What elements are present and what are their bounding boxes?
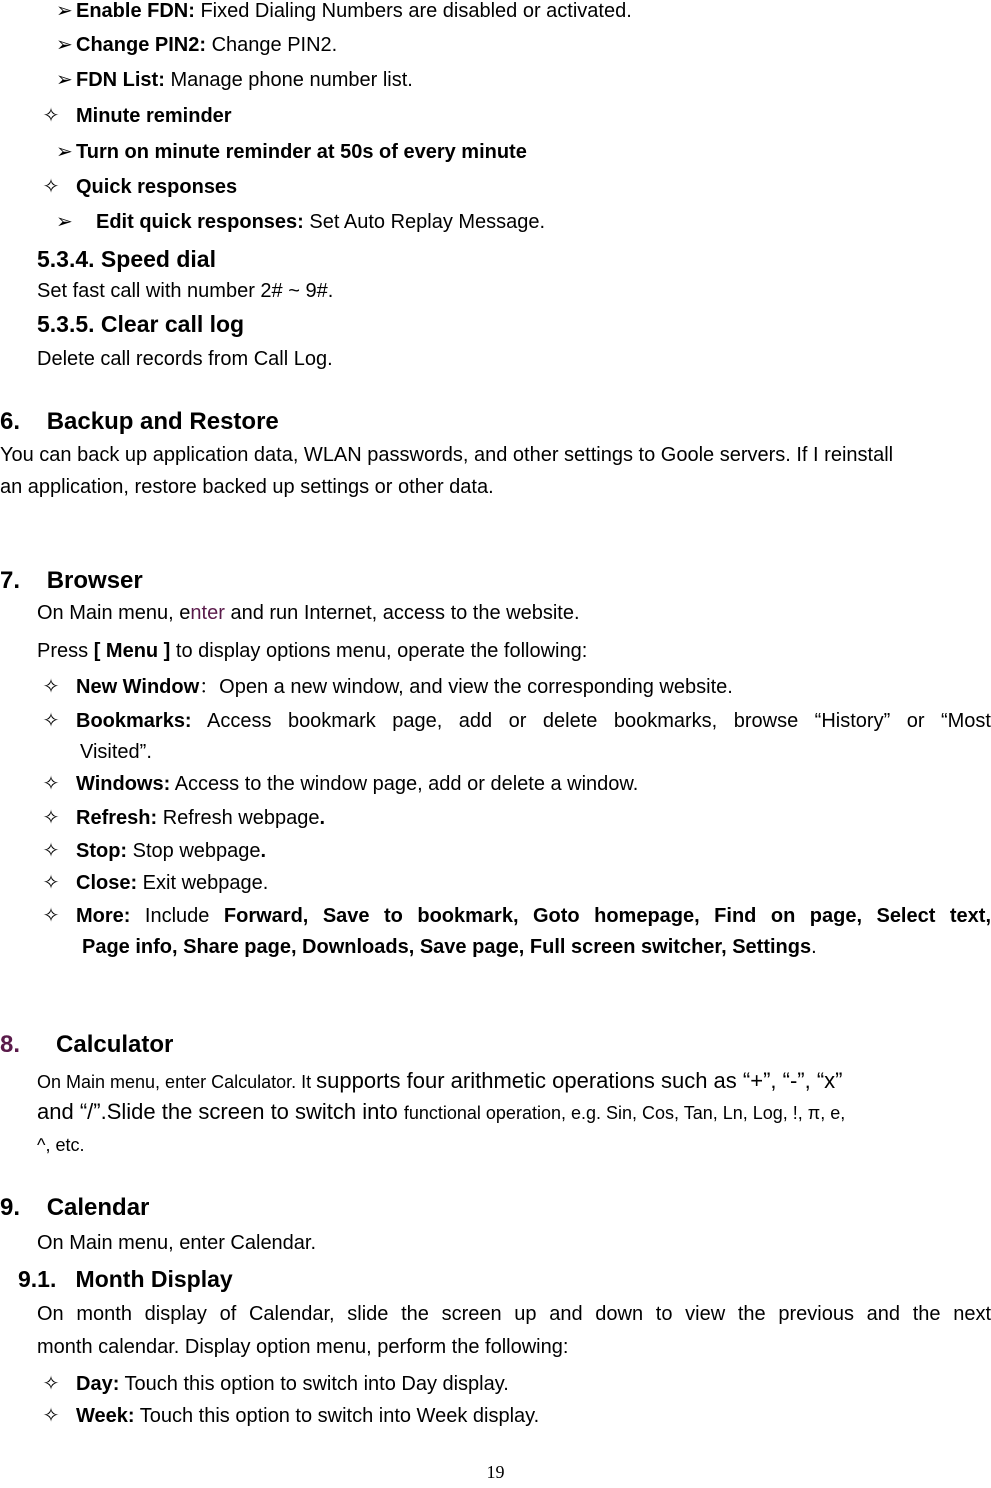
diamond-bullet-icon: ✧ [42, 807, 60, 829]
browser-option-windows: Windows: Access to the window page, add or delete a window. [76, 773, 639, 795]
clear-call-log-heading: 5.3.5. Clear call log [37, 311, 245, 337]
diamond-bullet-icon: ✧ [42, 176, 60, 198]
backup-heading: 6. Backup and Restore [0, 408, 279, 435]
browser-option-more-cont: Page info, Share page, Downloads, Save page, Full screen switcher, Settings. [82, 936, 817, 958]
browser-heading: 7. Browser [0, 567, 143, 594]
browser-option-more: More: Include Forward, Save to bookmark, Goto homepage, Find on page, Select text, [76, 905, 991, 927]
browser-press-menu: Press [ Menu ] to display options menu, operate the following: [37, 640, 588, 662]
calendar-intro: On Main menu, enter Calendar. [37, 1232, 317, 1254]
diamond-bullet-icon: ✧ [42, 1405, 60, 1427]
calendar-sub-heading: 9.1. Month Display [18, 1266, 233, 1292]
calendar-line-2: month calendar. Display option menu, perform the following: [37, 1336, 569, 1358]
calendar-heading: 9. Calendar [0, 1194, 150, 1221]
clear-call-log-text: Delete call records from Call Log. [37, 348, 333, 370]
backup-line-1: You can back up application data, WLAN passwords, and other settings to Goole servers. If I reinstall [0, 444, 894, 466]
calculator-heading: 8. Calculator [0, 1031, 174, 1058]
quick-responses-title: Quick responses [76, 176, 238, 198]
diamond-bullet-icon: ✧ [42, 840, 60, 862]
diamond-bullet-icon: ✧ [42, 676, 60, 698]
diamond-bullet-icon: ✧ [42, 872, 60, 894]
browser-option-refresh: Refresh: Refresh webpage. [76, 807, 326, 829]
browser-option-bookmarks-cont: Visited”. [80, 741, 152, 763]
browser-option-stop: Stop: Stop webpage. [76, 840, 267, 862]
calendar-line-1: On month display of Calendar, slide the screen up and down to view the previous and the next [37, 1303, 991, 1325]
fdn-item-pin2: ➢ Change PIN2: Change PIN2. [56, 34, 338, 56]
arrow-bullet-icon: ➢ [56, 34, 73, 56]
diamond-bullet-icon: ✧ [42, 710, 60, 732]
calculator-line-3: ^, etc. [37, 1135, 85, 1155]
calculator-line-2: and “/”.Slide the screen to switch into functional operation, e.g. Sin, Cos, Tan, Ln, Log, !, π, e, [37, 1099, 846, 1124]
diamond-bullet-icon: ✧ [42, 773, 60, 795]
diamond-bullet-icon: ✧ [42, 905, 60, 927]
quick-responses-item: ➢ Edit quick responses: Set Auto Replay Message. [56, 211, 546, 233]
speed-dial-heading: 5.3.4. Speed dial [37, 246, 216, 272]
page-number: 19 [486, 1462, 505, 1482]
minute-reminder-item: ➢ Turn on minute reminder at 50s of every minute [56, 141, 527, 163]
speed-dial-text: Set fast call with number 2# ~ 9#. [37, 280, 334, 302]
diamond-bullet-icon: ✧ [42, 105, 60, 127]
browser-option-close: Close: Exit webpage. [76, 872, 269, 894]
calculator-line-1: On Main menu, enter Calculator. It supports four arithmetic operations such as “+”, “-”, “x” [37, 1068, 843, 1093]
browser-option-bookmarks: Bookmarks: Access bookmark page, add or delete bookmarks, browse “History” or “Most [76, 710, 991, 732]
backup-line-2: an application, restore backed up settings or other data. [0, 476, 494, 498]
arrow-bullet-icon: ➢ [56, 141, 73, 163]
fdn-item-list: ➢ FDN List: Manage phone number list. [56, 69, 413, 91]
calendar-option-day: Day: Touch this option to switch into Day display. [76, 1373, 509, 1395]
arrow-bullet-icon: ➢ [56, 0, 73, 22]
diamond-bullet-icon: ✧ [42, 1373, 60, 1395]
minute-reminder-title: Minute reminder [76, 105, 232, 127]
arrow-bullet-icon: ➢ [56, 69, 73, 91]
fdn-item-enable: ➢ Enable FDN: Fixed Dialing Numbers are disabled or activated. [56, 0, 632, 22]
browser-option-new-window: New Window：Open a new window, and view the corresponding website. [76, 676, 733, 698]
arrow-bullet-icon: ➢ [56, 211, 73, 233]
browser-intro: On Main menu, enter and run Internet, access to the website. [37, 602, 580, 624]
calendar-option-week: Week: Touch this option to switch into Week display. [76, 1405, 540, 1427]
